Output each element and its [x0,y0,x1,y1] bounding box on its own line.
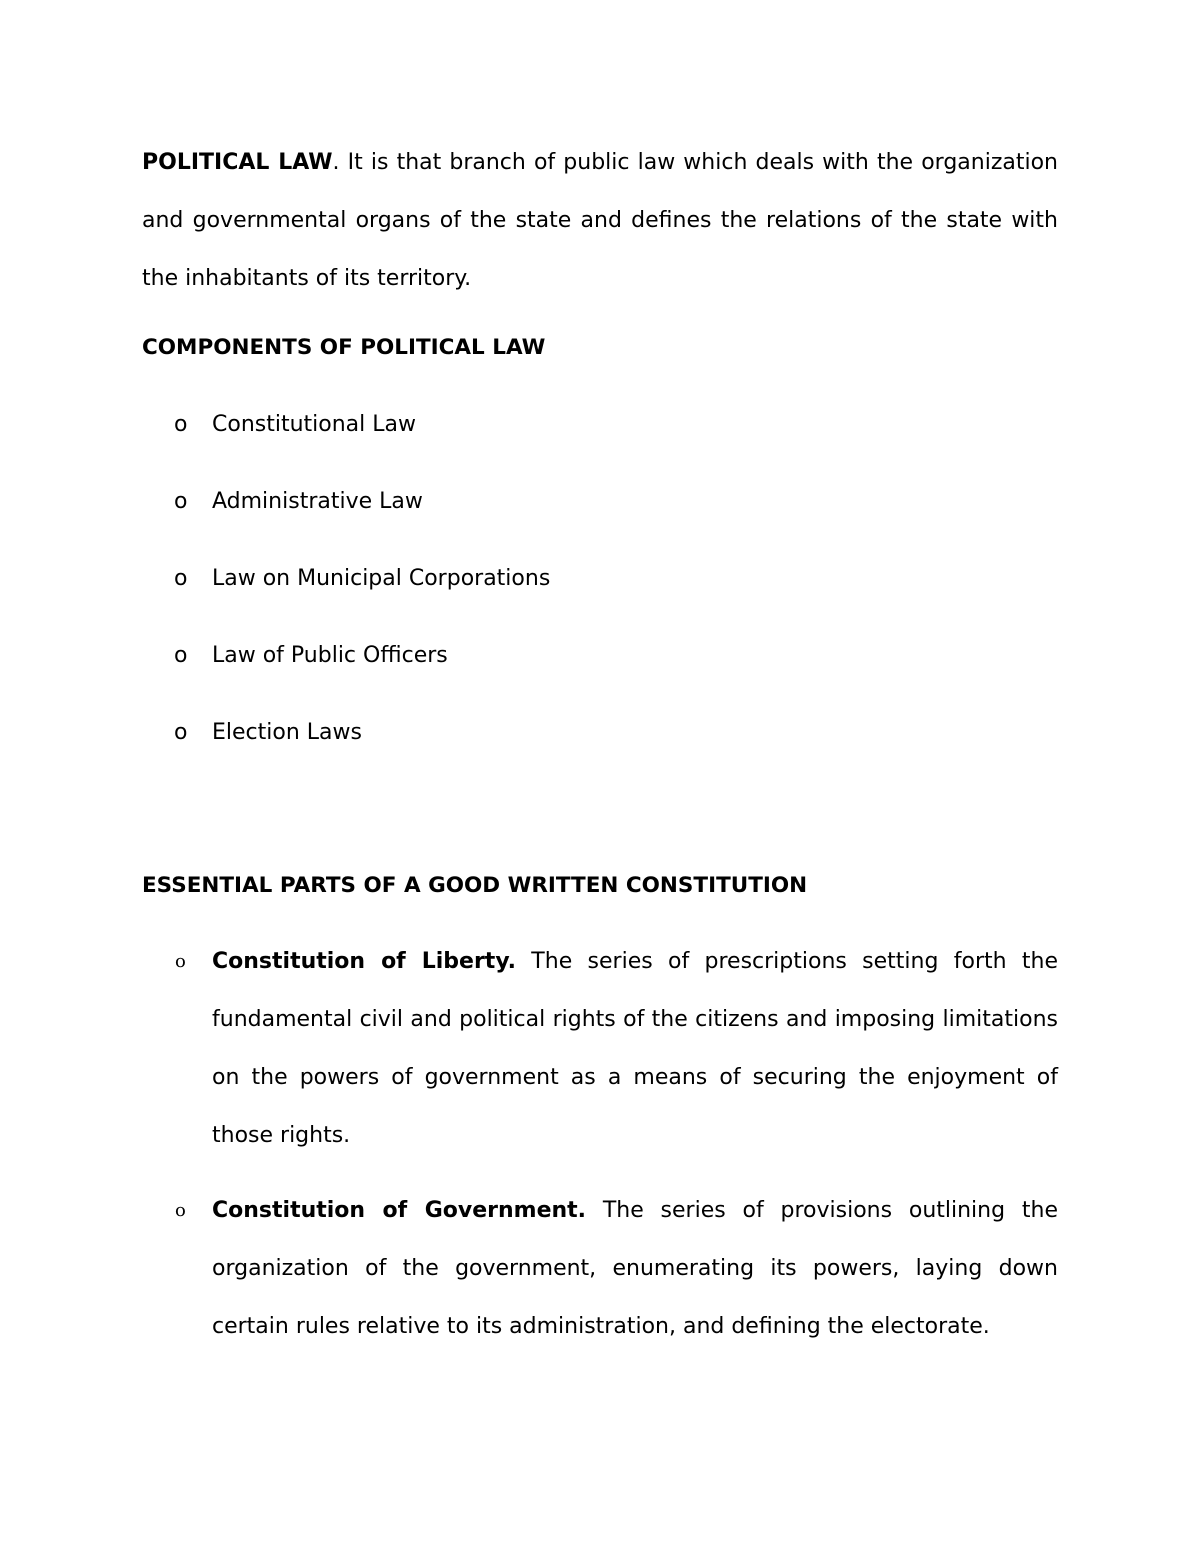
components-heading: COMPONENTS OF POLITICAL LAW [142,335,546,360]
component-label: Constitutional Law [212,412,416,437]
list-item [142,718,1058,795]
essential-parts-heading: ESSENTIAL PARTS OF A GOOD WRITTEN CONSTITUTION [142,873,808,898]
list-item [142,487,1058,564]
bullet-icon: o [174,720,188,745]
list-item [142,933,1058,1165]
list-item [142,1182,1058,1356]
bullet-icon: o [175,1200,186,1221]
political-law-text: . It is that branch of public law which deals with the organization and governmental organs of the state and defines the relations of the state with the inhabitants of its territory. [142,150,1058,291]
political-law-definition [142,134,1058,308]
essential-part-term: Constitution of Government. [212,1198,587,1223]
bullet-icon: o [174,566,188,591]
component-label: Law on Municipal Corporations [212,566,551,591]
essential-part-text: The series of provisions outlining the organization of the government, enumerating its powers, laying down certain rules relative to its administration, and defining the electorate. [212,1198,1058,1339]
bullet-icon: o [174,412,188,437]
bullet-icon: o [174,489,188,514]
components-list [142,410,1058,795]
bullet-icon: o [174,643,188,668]
component-label: Election Laws [212,720,362,745]
political-law-term: POLITICAL LAW [142,150,333,175]
essential-parts-list [142,933,1058,1373]
list-item [142,564,1058,641]
list-item [142,641,1058,718]
bullet-icon: o [175,951,186,972]
essential-part-text: The series of prescriptions setting forth the fundamental civil and political rights of the citizens and imposing limitations on the powers of government as a means of securing the enjoyment of those rights. [212,949,1058,1148]
list-item [142,410,1058,487]
component-label: Law of Public Officers [212,643,448,668]
essential-part-term: Constitution of Liberty. [212,949,516,974]
component-label: Administrative Law [212,489,423,514]
